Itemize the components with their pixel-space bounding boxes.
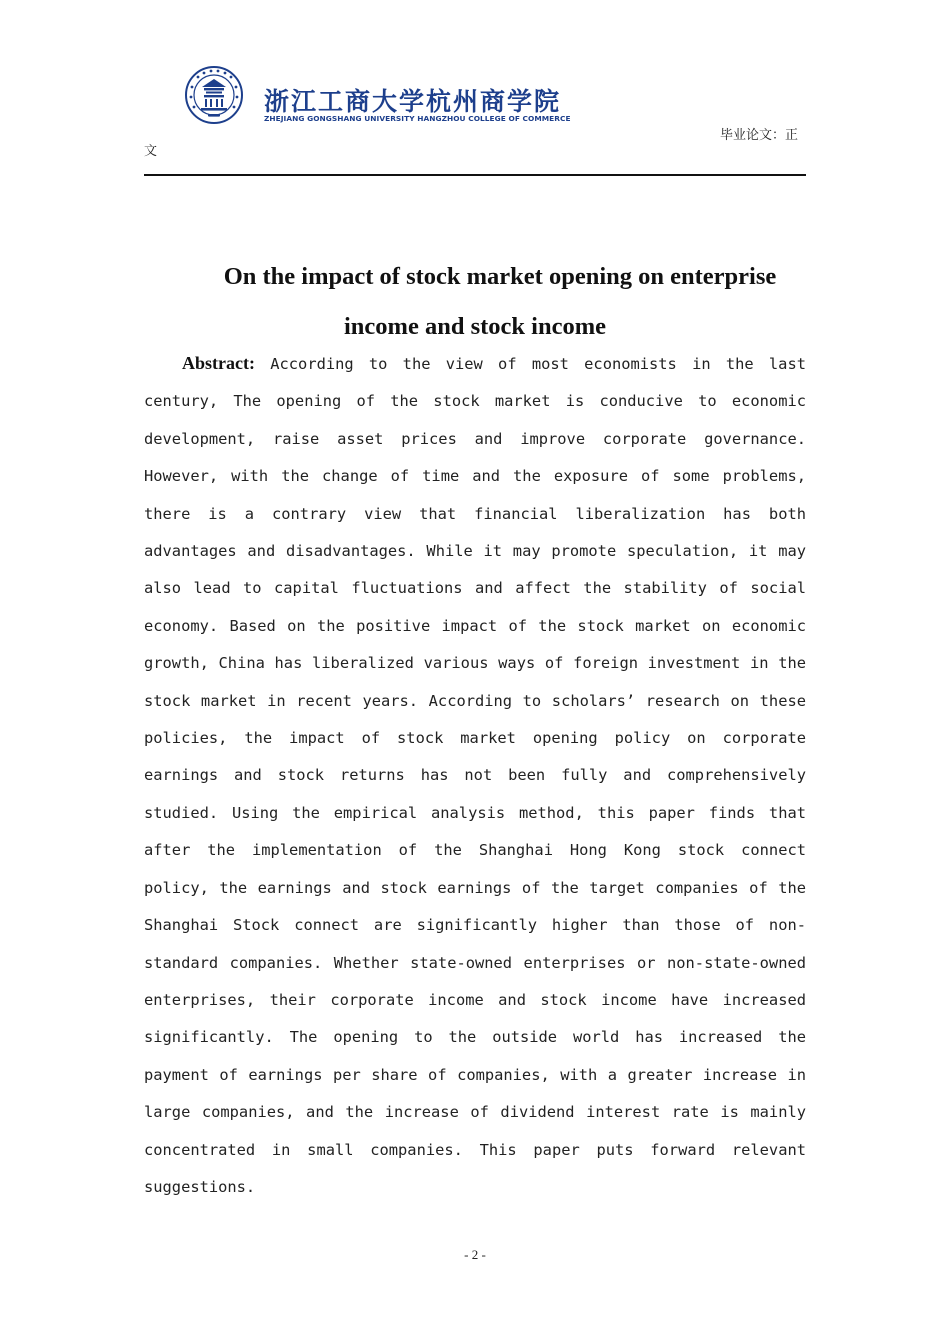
abstract-text: According to the view of most economists in the last century, The opening of the stock market is conducive to economic development, raise asset prices and improve corporate governance. However, with the change of time and the exposure of some problems, there is a contrary view that financial liberalization has both advantages and disadvantages. While it may promote speculation, it may also lead to capital fluctuations and affect the stability of social economy. Based on the positive impact of the stock market on economic growth, China has liberalized various ways of foreign investment in the stock market in recent years. According to scholars’ research on these policies, the impact of stock market opening policy on corporate earnings and stock returns has not been fully and comprehensively studied. Using the empirical analysis method, this paper finds that after the implementation of the Shanghai Hong Kong stock connect policy, the earnings and stock earnings of the target companies of the Shanghai Stock connect are significantly higher than those of non-standard companies. Whether state-owned enterprises or non-state-owned enterprises, their corporate income and stock income have increased significantly. The opening to the outside world has increased the payment of earnings per share of companies, with a greater increase in large companies, and the increase of dividend interest rate is mainly concentrated in small companies. This paper puts forward relevant suggestions.	[144, 355, 806, 1196]
page-number: - 2 -	[464, 1247, 486, 1262]
university-name-cn: 浙江工商大学杭州商学院	[264, 87, 562, 116]
doc-type-label-wrap: 文	[144, 144, 158, 159]
header-divider	[144, 174, 806, 176]
abstract-paragraph	[144, 345, 806, 1206]
paper-title-line-1: On the impact of stock market opening on enterprise	[223, 263, 777, 290]
doc-type-label: 毕业论文：正	[719, 128, 798, 143]
paper-title-line-2: income and stock income	[344, 313, 606, 340]
abstract-label: Abstract:	[182, 353, 255, 373]
paper-title	[144, 252, 856, 352]
university-seal-icon	[184, 65, 244, 125]
page-header	[144, 62, 806, 176]
university-name-en: ZHEJIANG GONGSHANG UNIVERSITY HANGZHOU COLLEGE OF COMMERCE	[264, 114, 571, 123]
